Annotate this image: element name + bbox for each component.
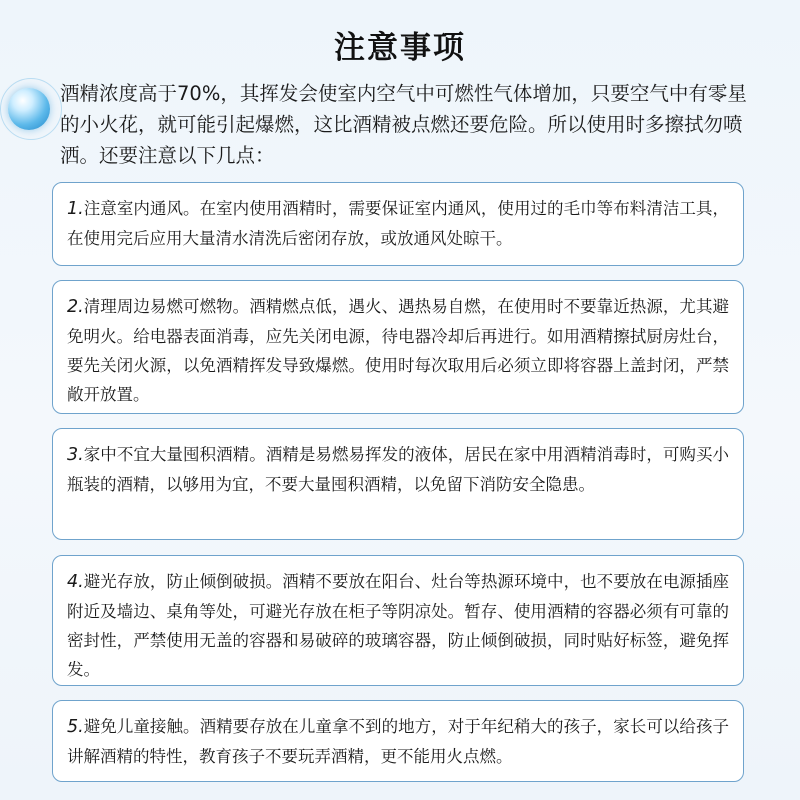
notice-card-1 (52, 182, 744, 266)
water-drop-icon (8, 88, 50, 130)
notice-card-3 (52, 428, 744, 540)
notice-number: 4. (67, 572, 84, 592)
notice-number: 2. (67, 297, 84, 317)
notice-card-2 (52, 280, 744, 414)
notice-card-4 (52, 555, 744, 686)
notice-text: 家中不宜大量囤积酒精。酒精是易燃易挥发的液体，居民在家中用酒精消毒时，可购买小瓶装的酒精，以够用为宜，不要大量囤积酒精，以免留下消防安全隐患。 (67, 445, 729, 494)
notice-text: 清理周边易燃可燃物。酒精燃点低，遇火、遇热易自燃，在使用时不要靠近热源，尤其避免明火。给电器表面消毒，应先关闭电源，待电器冷却后再进行。如用酒精擦拭厨房灶台，要先关闭火源，以免酒精挥发导致爆燃。使用时每次取用后必须立即将容器上盖封闭，严禁敞开放置。 (67, 297, 729, 404)
notice-number: 5. (67, 717, 84, 737)
notice-number: 1. (67, 199, 84, 219)
page-title: 注意事项 (334, 30, 466, 66)
notice-text: 避光存放，防止倾倒破损。酒精不要放在阳台、灶台等热源环境中，也不要放在电源插座附近及墙边、桌角等处，可避光存放在柜子等阴凉处。暂存、使用酒精的容器必须有可靠的密封性，严禁使用无盖的容器和易破碎的玻璃容器，防止倾倒破损，同时贴好标签，避免挥发。 (67, 572, 729, 679)
notice-number: 3. (67, 445, 84, 465)
notice-text: 避免儿童接触。酒精要存放在儿童拿不到的地方，对于年纪稍大的孩子，家长可以给孩子讲解酒精的特性，教育孩子不要玩弄酒精，更不能用火点燃。 (67, 717, 729, 766)
intro-paragraph: 酒精浓度高于70%，其挥发会使室内空气中可燃性气体增加，只要空气中有零星的小火花，就可能引起爆燃，这比酒精被点燃还要危险。所以使用时多擦拭勿喷洒。还要注意以下几点： (60, 82, 747, 167)
notice-card-5 (52, 700, 744, 782)
notice-text: 注意室内通风。在室内使用酒精时，需要保证室内通风，使用过的毛巾等布料清洁工具，在使用完后应用大量清水清洗后密闭存放，或放通风处晾干。 (67, 199, 729, 248)
